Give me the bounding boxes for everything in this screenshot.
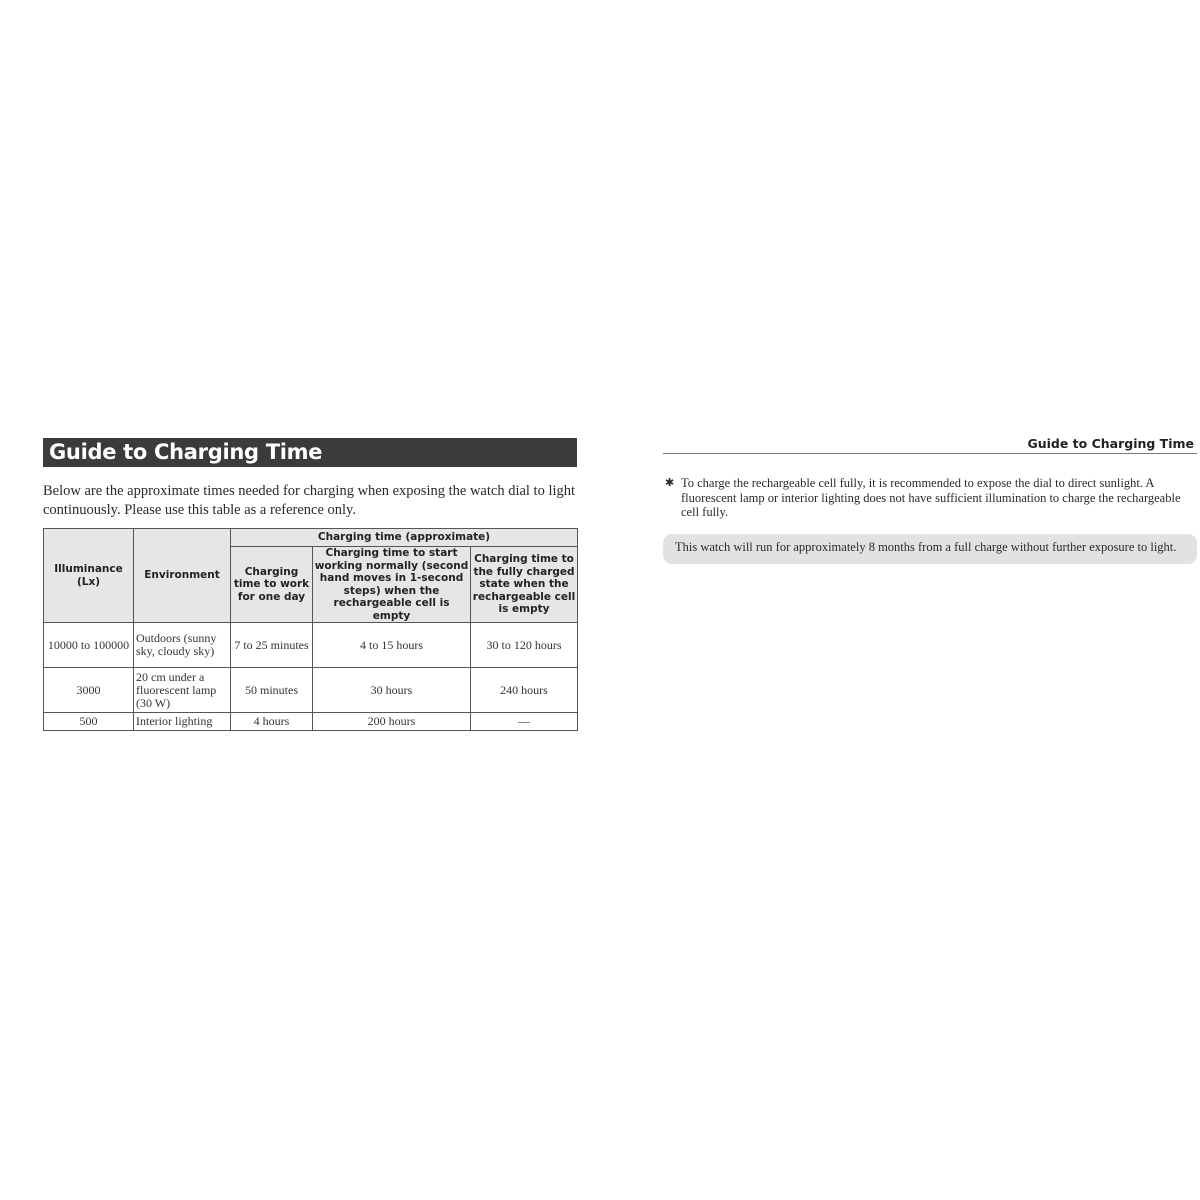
header-illuminance: Illuminance (Lx) [44, 529, 134, 623]
cell-illuminance: 3000 [44, 668, 134, 713]
cell-start-working: 30 hours [313, 668, 471, 713]
charging-note [663, 476, 1197, 520]
section-title: Guide to Charging Time [43, 438, 577, 467]
cell-illuminance: 500 [44, 713, 134, 731]
header-charging-time-group: Charging time (approximate) [231, 529, 578, 547]
header-start-working: Charging time to start working normally (second hand moves in 1-second steps) when the rechargeable cell is empty [313, 547, 471, 623]
charging-note-text: To charge the rechargeable cell fully, it is recommended to expose the dial to direct sunlight. A fluorescent lamp or interior lighting does not have sufficient illumination to charge the rechargeable cell fully. [681, 476, 1181, 519]
cell-environment: Interior lighting [134, 713, 231, 731]
cell-environment: 20 cm under a fluorescent lamp (30 W) [134, 668, 231, 713]
charging-time-table [43, 528, 578, 731]
table-row [44, 713, 578, 731]
header-fully-charged: Charging time to the fully charged state when the rechargeable cell is empty [471, 547, 578, 623]
run-time-callout: This watch will run for approximately 8 months from a full charge without further exposure to light. [663, 534, 1197, 565]
intro-paragraph: Below are the approximate times needed for charging when exposing the watch dial to light continuously. Please use this table as a reference only. [43, 483, 576, 518]
right-page [663, 436, 1197, 564]
cell-fully-charged: 30 to 120 hours [471, 623, 578, 668]
table-header-row [44, 529, 578, 547]
running-header: Guide to Charging Time [663, 436, 1197, 454]
cell-illuminance: 10000 to 100000 [44, 623, 134, 668]
cell-fully-charged: — [471, 713, 578, 731]
cell-one-day: 50 minutes [231, 668, 313, 713]
table-row [44, 668, 578, 713]
header-environment: Environment [134, 529, 231, 623]
left-page [43, 438, 577, 731]
cell-environment: Outdoors (sunny sky, cloudy sky) [134, 623, 231, 668]
cell-fully-charged: 240 hours [471, 668, 578, 713]
cell-start-working: 4 to 15 hours [313, 623, 471, 668]
header-one-day: Charging time to work for one day [231, 547, 313, 623]
cell-one-day: 4 hours [231, 713, 313, 731]
cell-start-working: 200 hours [313, 713, 471, 731]
asterisk-icon: ✱ [665, 477, 675, 489]
table-row [44, 623, 578, 668]
cell-one-day: 7 to 25 minutes [231, 623, 313, 668]
